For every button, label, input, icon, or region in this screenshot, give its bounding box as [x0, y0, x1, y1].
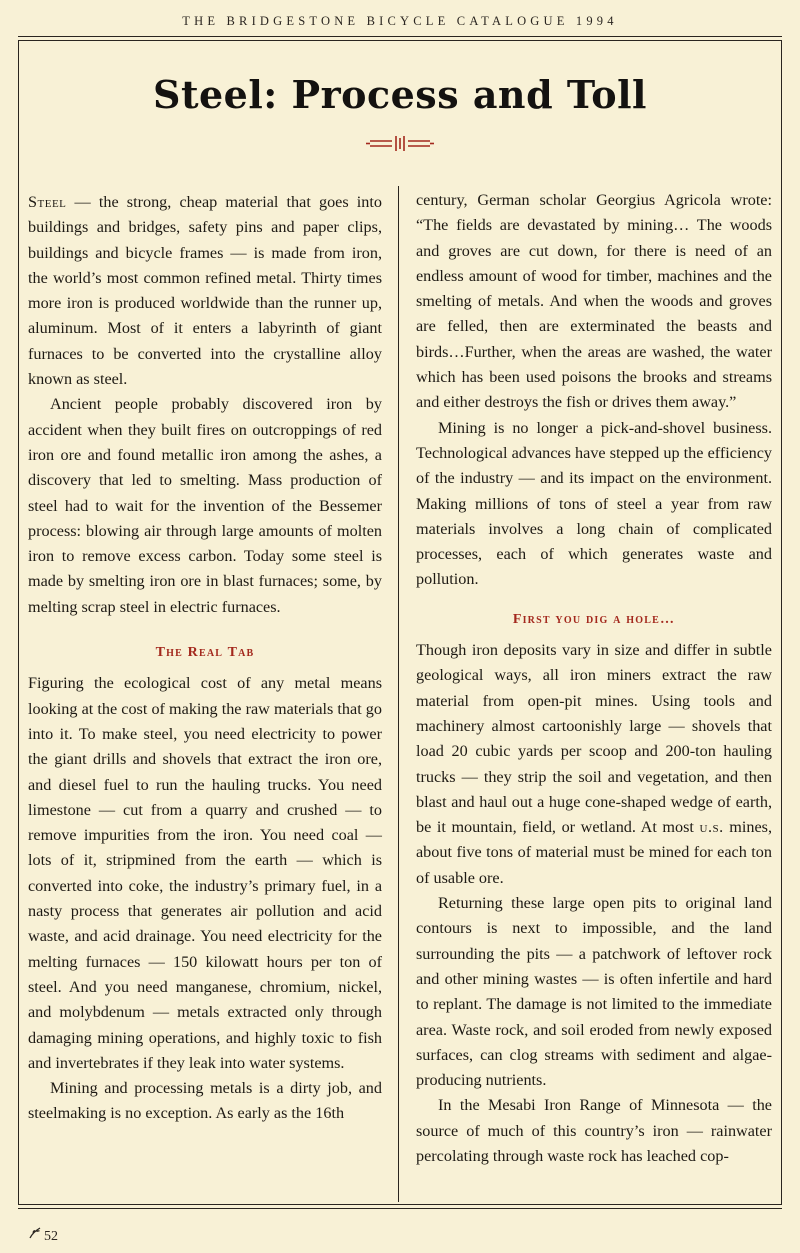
header-rule-inner — [18, 40, 782, 41]
right-column — [416, 188, 772, 1169]
paragraph: Mining and processing metals is a dirty job, and steelmaking is no exception. As early as the 16th — [28, 1079, 382, 1123]
page-number: 52 — [44, 1229, 58, 1244]
abbreviation: u.s. — [699, 818, 724, 837]
paragraph-text: — the strong, cheap material that goes into buildings and bridges, safety pins and paper clips, buildings and bicycle frames — is made from iron, the world’s most common refined metal. Thirty times more iron is produced worldwide than the runner up, aluminum. Most of it enters a labyrinth of giant furnaces to be converted into the crystalline alloy known as steel. — [28, 193, 382, 389]
header-rule — [18, 36, 782, 37]
paragraph: Mining is no longer a pick-and-shovel business. Technological advances have stepped up the efficiency of the industry — and its impact on the environment. Making millions of tons of steel a year from raw materials involves a long chain of complicated processes, each of which generates waste and pollution. — [416, 418, 772, 589]
drop-word: Steel — [28, 193, 67, 211]
section-subhead: First you dig a hole… — [512, 611, 676, 627]
paragraph-text: Though iron deposits vary in size and differ in subtle geological ways, all iron miners extract the raw material from open-pit mines. Using tools and machinery almost cartoonishly large — shovels that load 20 cubic yards per scoop and 200-ton hauling trucks — they strip the soil and vegetation, and then blast and haul out a huge cone-shaped wedge of earth, be it mountain, field, or wetland. At most — [416, 641, 772, 837]
paragraph: Ancient people probably discovered iron by accident when they built fires on outcroppings of red iron ore and found metallic iron among the ashes, a discovery that led to smelting. Mass production of steel had to wait for the invention of the Bessemer process: blowing air through large amounts of molten iron to remove excess carbon. Today some steel is made by smelting iron ore in blast furnaces; some, by melting scrap steel in electric furnaces. — [28, 395, 382, 616]
paragraph — [28, 190, 382, 392]
paragraph: century, German scholar Georgius Agricola wrote: “The fields are devastated by mining… The woods and groves are cut down, for there is need of an endless amount of wood for timber, machines and the smelting of metals. And when the woods and groves are felled, then are exterminated the beasts and birds…Further, when the areas are washed, the water which has been used poisons the brooks and streams and either destroys the fish or drives them away.” — [416, 191, 772, 412]
article-title: Steel: Process and Toll — [153, 72, 647, 117]
folio — [28, 1226, 58, 1245]
section-subhead: The Real Tab — [155, 645, 255, 661]
paragraph: Figuring the ecological cost of any metal means looking at the cost of making the raw materials that go into it. To make steel, you need electricity to power the giant drills and shovels that extract the iron ore, and diesel fuel to run the hauling trucks. You need limestone — cut from a quarry and crushed — to remove impurities from the iron. You need coal — lots of it, stripmined from the earth — which is converted into coke, the industry’s primary fuel, in a nasty process that generates air pollution and acid waste, and acid drainage. You need electricity for the melting furnaces — 150 kilowatt hours per ton of steel. And you need manganese, chromium, nickel, and molybdenum — metals extracted only through damaging mining operations, and highly toxic to fish and invertebrates if they leak into water systems. — [28, 674, 382, 1072]
footer-rule — [18, 1204, 782, 1205]
leaf-sprig-icon — [28, 1226, 42, 1240]
paragraph-text: mines, about five tons of material must be mined for each ton of usable ore. — [416, 818, 772, 887]
red-double-line-ornament-icon — [366, 133, 434, 155]
paragraph — [416, 638, 772, 891]
footer-rule-inner — [18, 1208, 782, 1209]
running-head: THE BRIDGESTONE BICYCLE CATALOGUE 1994 — [182, 14, 618, 28]
right-border-rule — [781, 40, 782, 1204]
left-column — [28, 190, 382, 1127]
paragraph: In the Mesabi Iron Range of Minnesota — the source of much of this country’s iron — rainwater percolating through waste rock has leached cop- — [416, 1096, 772, 1165]
column-divider — [398, 186, 399, 1202]
paragraph: Returning these large open pits to original land contours is next to impossible, and the land surrounding the pits — a patchwork of leftover rock and other mining wastes — is often infertile and hard to replant. The damage is not limited to the immediate area. Waste rock, and soil eroded from newly exposed surfaces, can clog streams with sediment and algae-producing nutrients. — [416, 894, 772, 1090]
left-border-rule — [18, 40, 19, 1204]
